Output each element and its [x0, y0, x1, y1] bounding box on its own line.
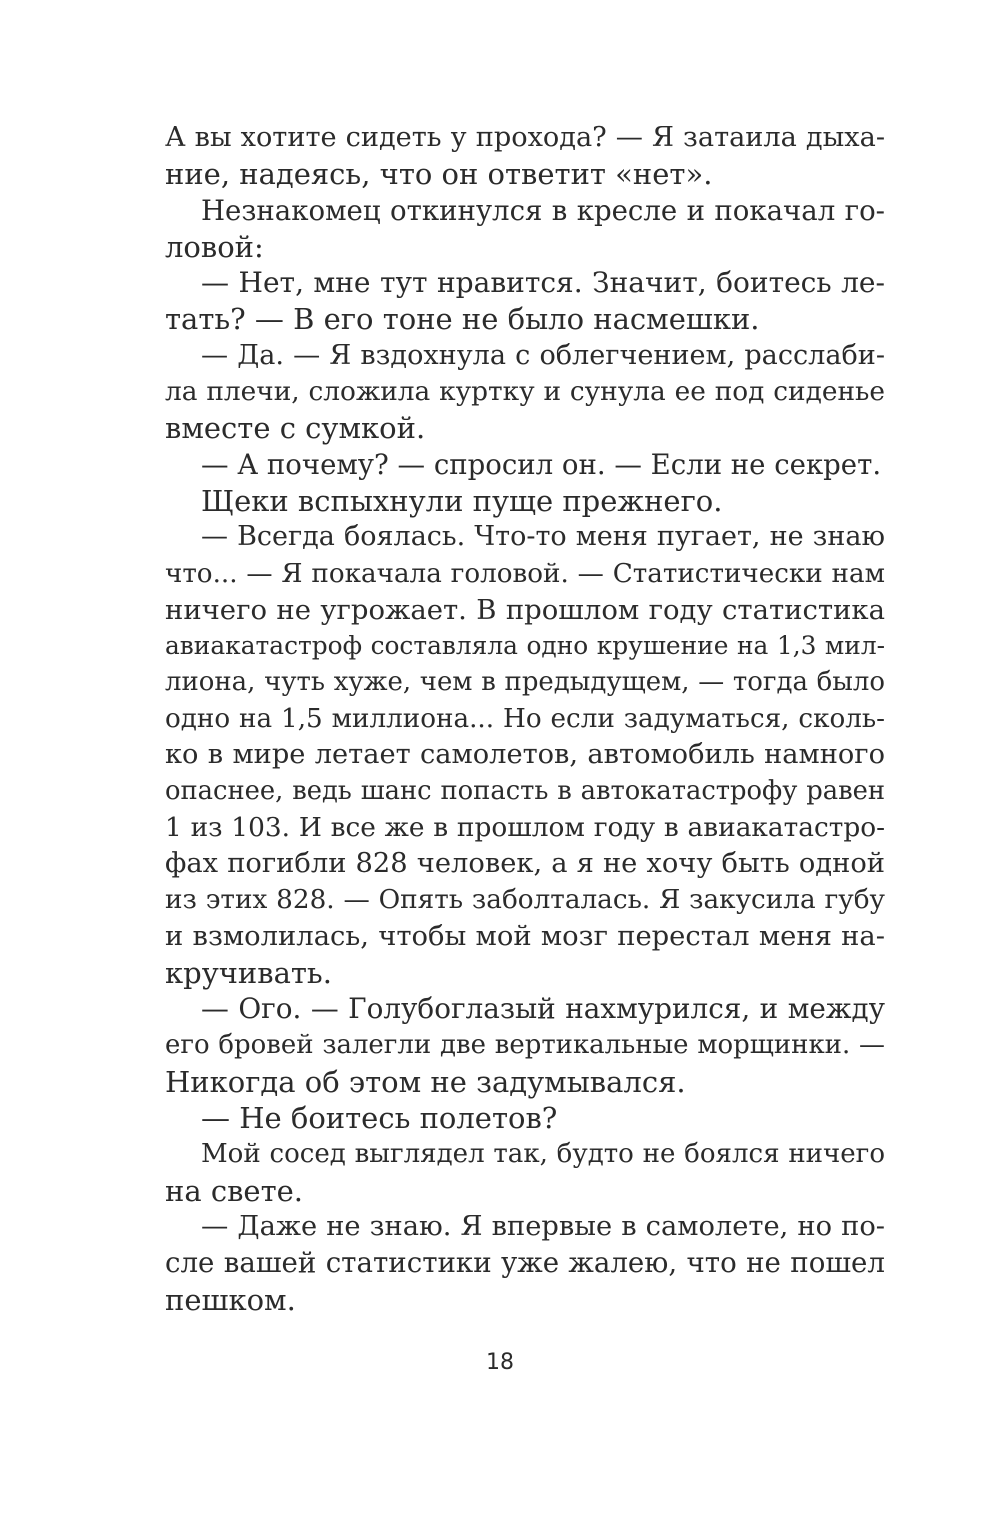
text-line: — Да. — Я вздохнула с облегчением, расслаби-	[201, 339, 885, 371]
text-line: Мой сосед выглядел так, будто не боялся ничего	[201, 1139, 885, 1170]
text-line: А вы хотите сидеть у прохода? — Я затаила дыха-	[165, 122, 885, 153]
text-line: на свете.	[165, 1173, 303, 1208]
text-line: авиакатастроф составляла одно крушение на 1,3 мил-	[165, 631, 885, 661]
body-text	[165, 120, 885, 1318]
page-number: 18	[486, 1350, 514, 1375]
text-line: ничего не угрожает. В прошлом году статистика	[165, 593, 885, 626]
text-line: — Всегда боялась. Что-то меня пугает, не знаю	[201, 521, 885, 553]
text-line: его бровей залегли две вертикальные морщинки. —	[165, 1030, 885, 1061]
text-line: и взмолилась, чтобы мой мозг перестал меня на-	[165, 920, 885, 952]
text-line: опаснее, ведь шанс попасть в автокатастрофу равен	[165, 776, 885, 807]
text-line: ловой:	[165, 229, 264, 264]
text-line: из этих 828. — Опять заболталась. Я закусила губу	[165, 885, 885, 916]
text-line: вместе с сумкой.	[165, 411, 426, 446]
text-line: Незнакомец откинулся в кресле и покачал го-	[201, 193, 885, 227]
text-line: — Не боитесь полетов?	[201, 1101, 558, 1136]
text-line: — Ого. — Голубоглазый нахмурился, и между	[201, 992, 885, 1026]
text-line: — Даже не знаю. Я впервые в самолете, но по-	[201, 1210, 885, 1242]
text-line: что... — Я покачала головой. — Статистически нам	[165, 558, 885, 589]
text-line: 1 из 103. И все же в прошлом году в авиакатастро-	[165, 812, 885, 843]
text-line: ко в мире летает самолетов, автомобиль намного	[165, 739, 885, 771]
text-line: ла плечи, сложила куртку и сунула ее под сиденье	[165, 377, 885, 408]
text-line: одно на 1,5 миллиона... Но если задуматься, сколь-	[165, 703, 885, 734]
text-line: кручивать.	[165, 955, 332, 990]
text-line: фах погибли 828 человек, а я не хочу быть одной	[165, 847, 885, 879]
text-line: пешком.	[165, 1282, 296, 1317]
text-line: сле вашей статистики уже жалею, что не пошел	[165, 1246, 885, 1280]
text-line: тать? — В его тоне не было насмешки.	[165, 302, 760, 337]
text-line: лиона, чуть хуже, чем в предыдущем, — тогда было	[165, 667, 885, 698]
text-line: — Нет, мне тут нравится. Значит, боитесь ле-	[201, 266, 885, 300]
text-line: Никогда об этом не задумывался.	[165, 1064, 686, 1099]
text-line: Щеки вспыхнули пуще прежнего.	[201, 483, 723, 518]
text-line: — А почему? — спросил он. — Если не секрет.	[201, 448, 882, 481]
text-line: ние, надеясь, что он ответит «нет».	[165, 157, 713, 192]
